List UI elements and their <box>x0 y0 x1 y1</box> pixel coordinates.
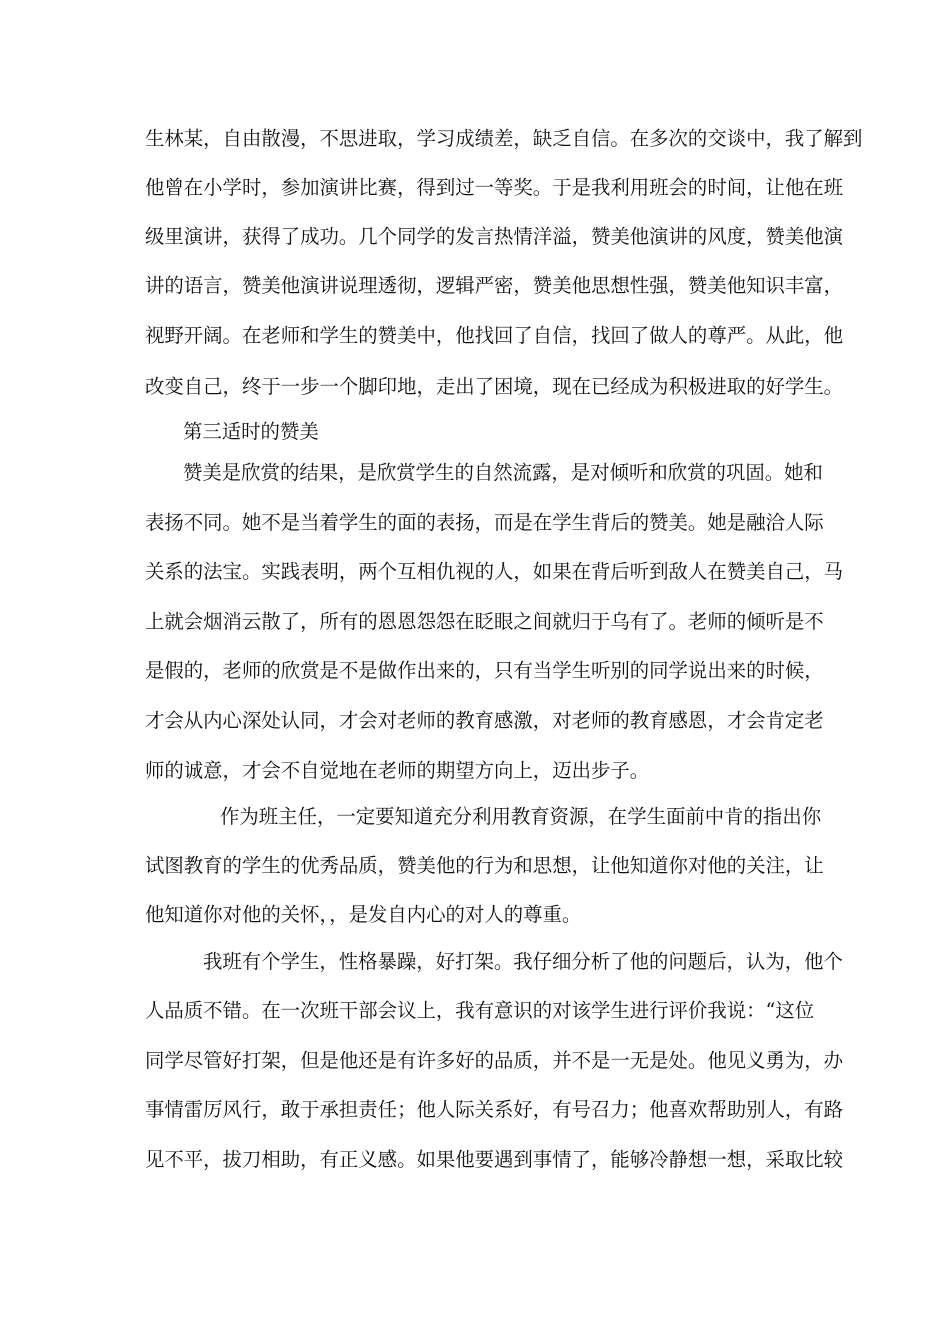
text-line: 我班有个学生，性格暴躁，好打架。我仔细分析了他的问题后，认为，他个 <box>203 950 843 973</box>
text-line: 人品质不错。在一次班干部会议上，我有意识的对该学生进行评价我说：“这位 <box>145 999 815 1022</box>
text-line: 生林某，自由散漫，不思进取，学习成绩差，缺乏自信。在多次的交谈中，我了解到 <box>145 127 863 150</box>
text-line: 讲的语言，赞美他演讲说理透彻，逻辑严密，赞美他思想性强，赞美他知识丰富， <box>145 274 844 297</box>
text-line: 改变自己，终于一步一个脚印地，走出了困境，现在已经成为积极进取的好学生。 <box>145 375 844 398</box>
text-line: 他知道你对他的关怀，，是发自内心的对人的尊重。 <box>145 903 582 926</box>
text-line: 赞美是欣赏的结果，是欣赏学生的自然流露，是对倾听和欣赏的巩固。她和 <box>183 461 823 484</box>
text-line: 他曾在小学时，参加演讲比赛，得到过一等奖。于是我利用班会的时间，让他在班 <box>145 176 844 199</box>
text-line: 作为班主任，一定要知道充分利用教育资源，在学生面前中肯的指出你 <box>220 805 822 828</box>
section-heading: 第三适时的赞美 <box>183 420 319 443</box>
text-line: 见不平，拔刀相助，有正义感。如果他要遇到事情了，能够冷静想一想，采取比较 <box>145 1148 844 1171</box>
text-line: 级里演讲，获得了成功。几个同学的发言热情洋溢，赞美他演讲的风度，赞美他演 <box>145 225 844 248</box>
text-line: 视野开阔。在老师和学生的赞美中，他找回了自信，找回了做人的尊严。从此，他 <box>145 324 844 347</box>
text-line: 关系的法宝。实践表明，两个互相仇视的人，如果在背后听到敌人在赞美自己，马 <box>145 560 844 583</box>
text-line: 是假的，老师的欣赏是不是做作出来的，只有当学生听别的同学说出来的时候， <box>145 659 824 682</box>
text-line: 试图教育的学生的优秀品质，赞美他的行为和思想，让他知道你对他的关注，让 <box>145 854 824 877</box>
text-line: 上就会烟消云散了，所有的恩恩怨怨在眨眼之间就归于乌有了。老师的倾听是不 <box>145 610 824 633</box>
text-line: 才会从内心深处认同，才会对老师的教育感激，对老师的教育感恩，才会肯定老 <box>145 709 824 732</box>
text-line: 同学尽管好打架，但是他还是有许多好的品质，并不是一无是处。他见义勇为，办 <box>145 1049 844 1072</box>
text-line: 事情雷厉风行，敢于承担责任；他人际关系好，有号召力；他喜欢帮助别人，有路 <box>145 1098 844 1121</box>
text-line: 师的诚意，才会不自觉地在老师的期望方向上，迈出步子。 <box>145 759 650 782</box>
text-line: 表扬不同。她不是当着学生的面的表扬，而是在学生背后的赞美。她是融洽人际 <box>145 511 824 534</box>
